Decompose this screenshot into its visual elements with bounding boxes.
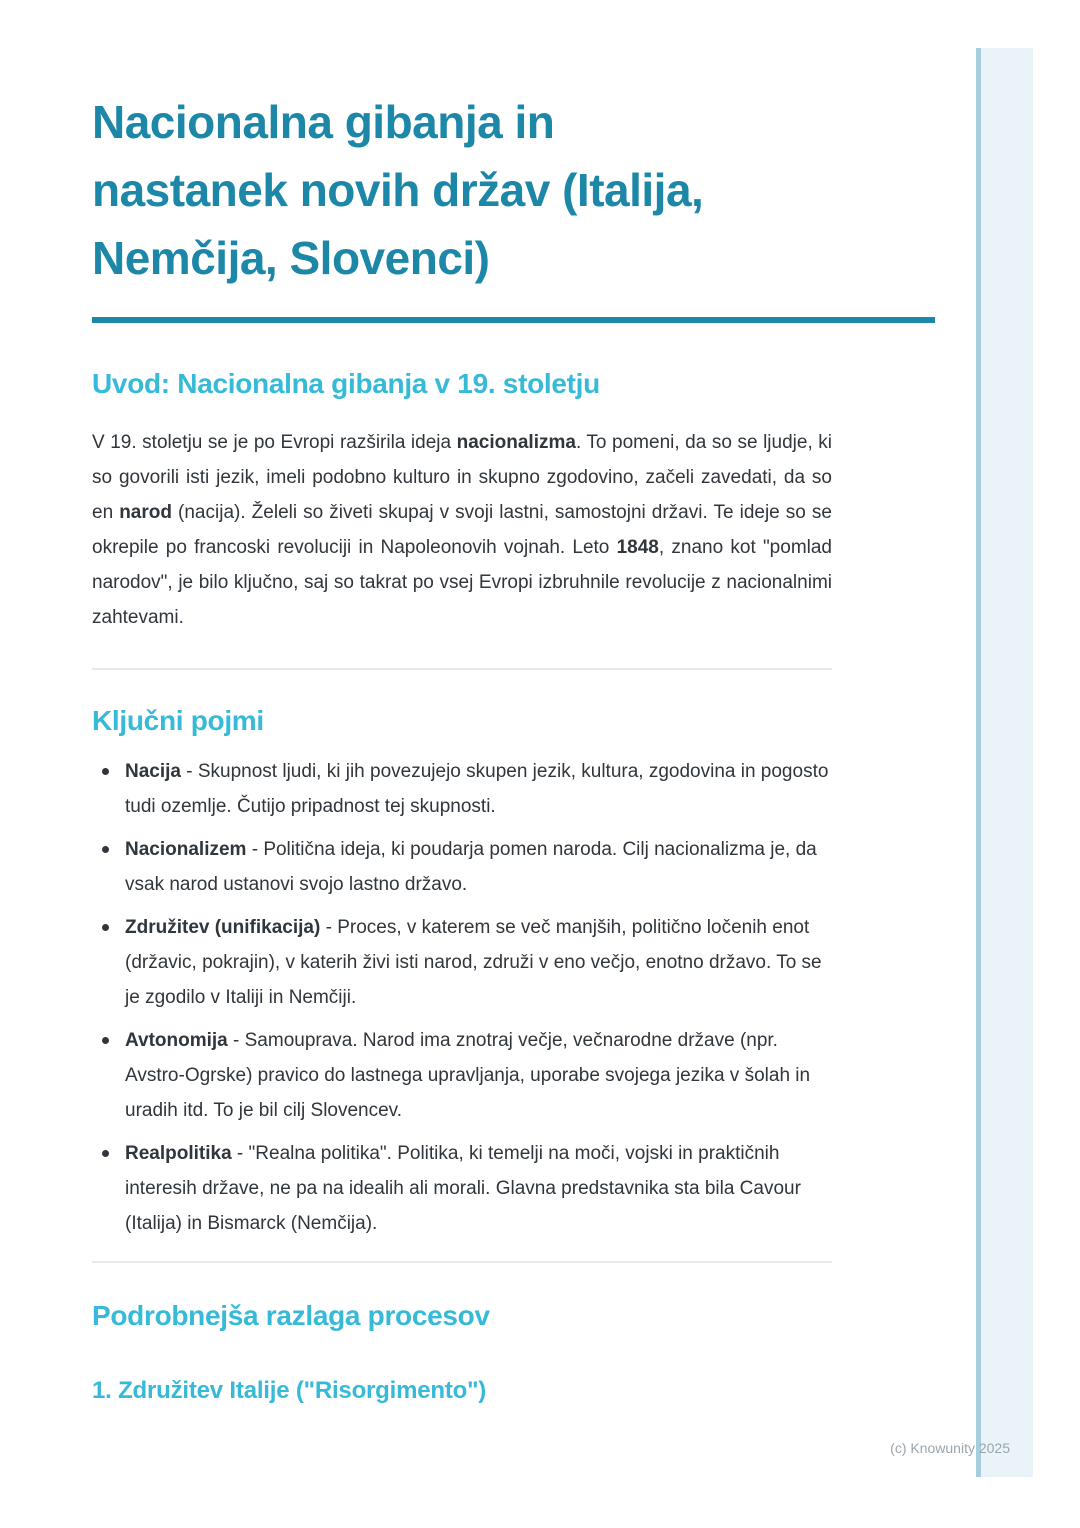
bullet-icon <box>102 1150 109 1157</box>
key-term-name: Avtonomija <box>125 1030 228 1051</box>
intro-section-heading: Uvod: Nacionalna gibanja v 19. stoletju <box>92 368 600 399</box>
processes-subheading: 1. Združitev Italije ("Risorgimento") <box>92 1377 487 1404</box>
page-title-line: Nacionalna gibanja in <box>92 96 555 148</box>
key-term-item <box>92 1136 832 1241</box>
text-segment: , znano kot "pomlad narodov", je bilo ključno, saj so takrat po vsej Evropi izbruhnile revolucije z nacionalnimi zahtevami. <box>92 537 833 628</box>
key-term-name: Nacija <box>125 761 181 782</box>
copyright-footer: (c) Knowunity 2025 <box>890 1440 1010 1456</box>
page-content <box>92 0 935 1405</box>
key-term-name: Nacionalizem <box>125 839 247 860</box>
key-term-definition: - Samouprava. Narod ima znotraj večje, večnarodne države (npr. Avstro-Ogrske) pravico do lastnega upravljanja, uporabe svojega jezika v šolah in uradih itd. To je bil cilj Slovencev. <box>125 1030 811 1121</box>
page-title-line: nastanek novih držav (Italija, <box>92 164 704 216</box>
key-term-item <box>92 832 832 902</box>
section-divider <box>92 668 832 670</box>
emphasized-text: 1848 <box>616 537 659 558</box>
key-term-definition: - Proces, v katerem se več manjših, politično ločenih enot (državic, pokrajin), v katerih živi isti narod, združi v eno večjo, enotno državo. To se je zgodilo v Italiji in Nemčiji. <box>125 917 822 1008</box>
bullet-icon <box>102 1037 109 1044</box>
section-divider <box>92 1261 832 1263</box>
intro-paragraph <box>92 425 832 635</box>
bullet-icon <box>102 846 109 853</box>
emphasized-text: nacionalizma <box>456 432 576 453</box>
key-term-definition: - Politična ideja, ki poudarja pomen naroda. Cilj nacionalizma je, da vsak narod ustanovi svojo lastno državo. <box>125 839 817 895</box>
key-term-definition: - Skupnost ljudi, ki jih povezujejo skupen jezik, kultura, zgodovina in pogosto tudi ozemlje. Čutijo pripadnost tej skupnosti. <box>125 761 829 817</box>
bullet-icon <box>102 768 109 775</box>
page-title-line: Nemčija, Slovenci) <box>92 232 490 284</box>
text-segment: V 19. stoletju se je po Evropi razširila ideja <box>92 432 457 453</box>
next-page-edge-strip <box>976 48 1033 1477</box>
key-term-item <box>92 754 832 824</box>
text-segment: . To pomeni, da so se ljudje, ki so govorili isti jezik, imeli podobno kulturo in skupno zgodovino, začeli zavedati, da so en <box>92 432 832 523</box>
bullet-icon <box>102 924 109 931</box>
emphasized-text: narod <box>119 502 172 523</box>
key-terms-heading: Ključni pojmi <box>92 705 264 736</box>
processes-section-heading: Podrobnejša razlaga procesov <box>92 1300 490 1331</box>
key-term-definition: - "Realna politika". Politika, ki temelji na moči, vojski in praktičnih interesih države, ne pa na idealih ali morali. Glavna predstavnika sta bila Cavour (Italija) in Bismarck (Nemčija). <box>125 1143 801 1234</box>
page-title <box>92 88 935 292</box>
key-term-item <box>92 1023 832 1128</box>
key-term-item <box>92 910 832 1015</box>
key-term-name: Združitev (unifikacija) <box>125 917 321 938</box>
title-underline-rule <box>92 317 935 323</box>
text-segment: (nacija). Želeli so živeti skupaj v svoji lastni, samostojni državi. Te ideje so se okrepile po francoski revoluciji in Napoleonovih vojnah. Leto <box>92 502 832 558</box>
key-terms-list <box>92 754 832 1241</box>
key-term-name: Realpolitika <box>125 1143 232 1164</box>
